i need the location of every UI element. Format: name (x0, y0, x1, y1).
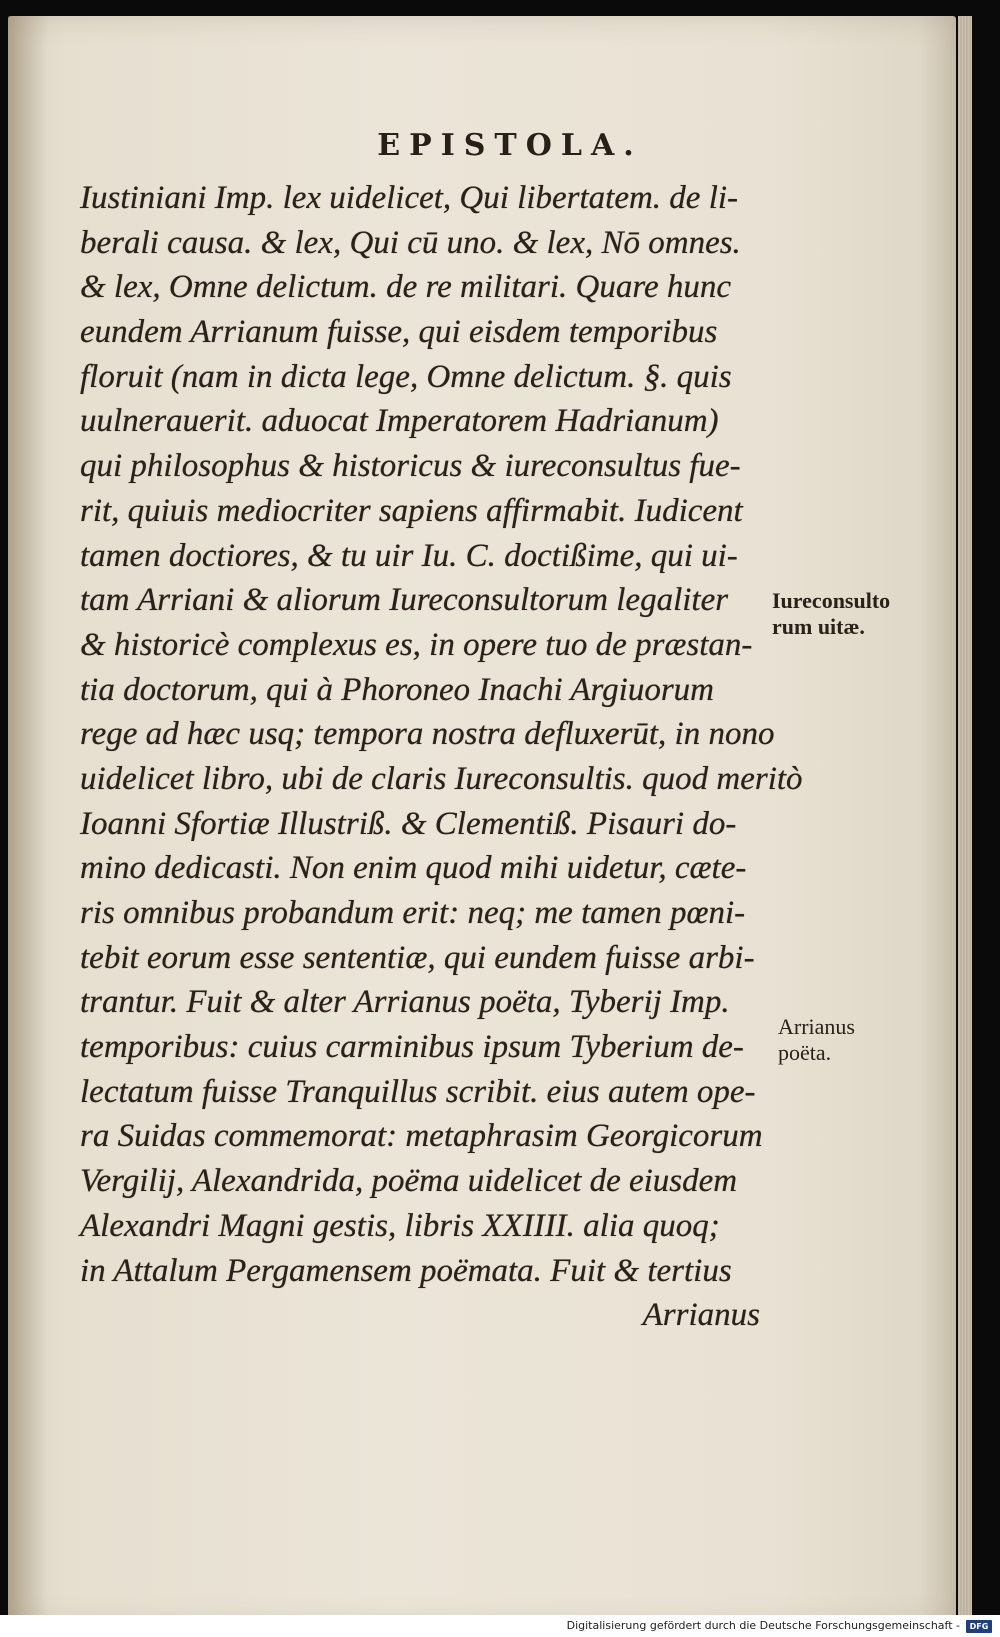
running-head-text: EPISTOLA. (377, 128, 643, 163)
body-text-block (80, 176, 803, 1338)
page-fore-edge (958, 16, 972, 1626)
margin-note-line: Iureconsulto (772, 588, 891, 613)
margin-note-line: rum uitæ. (772, 614, 865, 639)
text-line: in Attalum Pergamensem poëmata. Fuit & tertius (80, 1252, 732, 1289)
text-line: Alexandri Magni gestis, libris XXIIII. alia quoq; (80, 1207, 720, 1244)
text-line: Vergilij, Alexandrida, poëma uidelicet de eiusdem (80, 1163, 738, 1200)
margin-note-line: Arrianus (778, 1014, 855, 1039)
text-line: tamen doctiores, & tu uir Iu. C. doctißime, qui ui- (80, 537, 738, 574)
text-line: floruit (nam in dicta lege, Omne delictum. §. quis (80, 358, 732, 395)
text-line: uulnerauerit. aduocat Imperatorem Hadrianum) (80, 403, 719, 440)
text-line: trantur. Fuit & alter Arrianus poëta, Tyberij Imp. (80, 984, 730, 1021)
text-line: Ioanni Sfortiæ Illustriß. & Clementiß. Pisauri do- (80, 805, 737, 842)
text-line: & historicè complexus es, in opere tuo de præstan- (80, 626, 753, 663)
text-line: & lex, Omne delictum. de re militari. Quare hunc (80, 269, 731, 306)
text-line: rit, quiuis mediocriter sapiens affirmabit. Iudicent (80, 492, 743, 529)
margin-note-line: poëta. (778, 1040, 832, 1065)
text-line: qui philosophus & historicus & iureconsultus fue- (80, 448, 741, 485)
text-line: Iustiniani Imp. lex uidelicet, Qui libertatem. de li- (80, 180, 739, 216)
text-line: eundem Arrianum fuisse, qui eisdem temporibus (80, 314, 718, 351)
digitization-footer (0, 1615, 1000, 1637)
text-line: tam Arriani & aliorum Iureconsultorum legaliter (80, 582, 729, 619)
text-line: tia doctorum, qui à Phoroneo Inachi Argiuorum (80, 671, 714, 708)
text-line: tebit eorum esse sententiæ, qui eundem fuisse arbi- (80, 939, 755, 976)
text-line: mino dedicasti. Non enim quod mihi uidetur, cæte- (80, 850, 747, 887)
catchword: Arrianus (642, 1297, 760, 1334)
text-line: uidelicet libro, ubi de claris Iureconsultis. quod meritò (80, 760, 803, 797)
text-line: lectatum fuisse Tranquillus scribit. eius autem ope- (80, 1073, 756, 1110)
text-line: berali causa. & lex, Qui cū uno. & lex, Nō omnes. (80, 224, 741, 261)
margin-note-arrianus-poeta (778, 1014, 855, 1066)
text-line: ra Suidas commemorat: metaphrasim Georgicorum (80, 1118, 763, 1155)
margin-note-iureconsultorum (772, 588, 890, 640)
text-line: rege ad hæc usq; tempora nostra defluxerūt, in nono (80, 716, 775, 753)
text-line: temporibus: cuius carminibus ipsum Tyberium de- (80, 1029, 744, 1066)
running-head (0, 128, 1000, 163)
funding-credit: Digitalisierung gefördert durch die Deutsche Forschungsgemeinschaft - (566, 1619, 960, 1632)
dfg-logo-icon: DFG (966, 1620, 992, 1633)
text-line: ris omnibus probandum erit: neq; me tamen pœni- (80, 895, 746, 931)
